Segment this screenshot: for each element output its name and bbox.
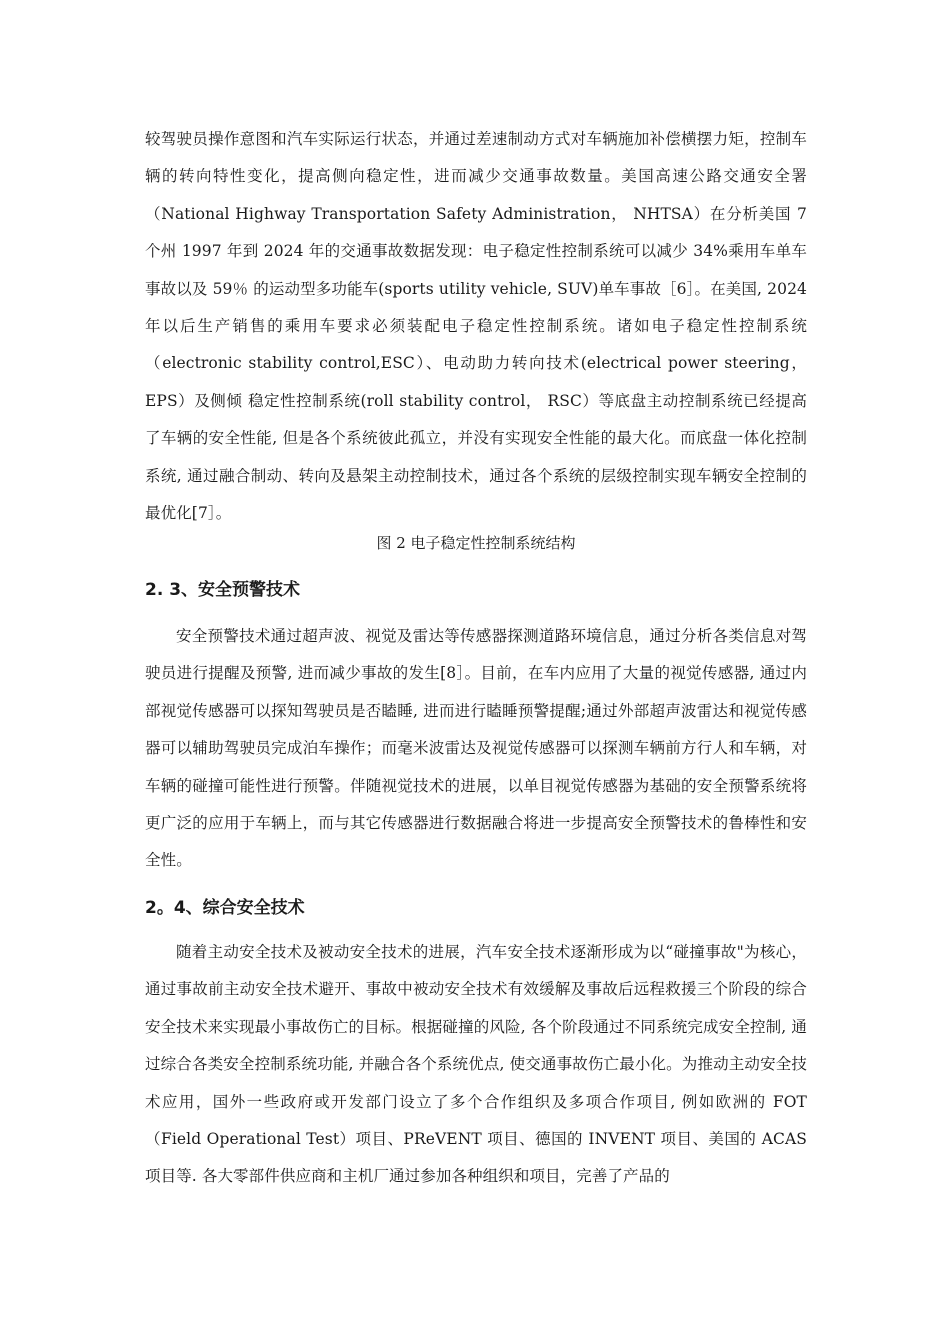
section-heading-2-4: 2。4、综合安全技术 [145, 898, 305, 918]
paragraph-esc-intro [145, 121, 807, 532]
paragraph-text: 安全预警技术通过超声波、视觉及雷达等传感器探测道路环境信息，通过分析各类信息对驾驶员进行提醒及预警, 进而减少事故的发生[8］。目前，在车内应用了大量的视觉传感器, 通过内部视觉传感器可以探知驾驶员是否瞌睡, 进而进行瞌睡预警提醒;通过外部超声波雷达和视觉传感器可以辅助驾驶员完成泊车操作；而毫米波雷达及视觉传感器可以探测车辆前方行人和车辆，对车辆的碰撞可能性进行预警。伴随视觉技术的进展，以单目视觉传感器为基础的安全预警系统将更广泛的应用于车辆上，而与其它传感器进行数据融合将进一步提高安全预警技术的鲁棒性和安全性。 [145, 627, 807, 870]
paragraph-text: 较驾驶员操作意图和汽车实际运行状态，并通过差速制动方式对车辆施加补偿横摆力矩，控制车辆的转向特性变化，提高侧向稳定性，进而减少交通事故数量。美国高速公路交通安全署 （National Highway Transportation Safety Administration， NHTSA）在分析美国 7 个州 1997 年到 2024 年的交通事故数据发现：电子稳定性控制系统可以减少 34%乘用车单车事故以及 59％ 的运动型多功能车(sports utility vehicle, SUV)单车事故［6］。在美国, 2024 年以后生产销售的乘用车要求必须装配电子稳定性控制系统。诸如电子稳定性控制系统（electronic stability control,ESC）、电动助力转向技术(electrical power steering， EPS）及侧倾 稳定性控制系统(roll stability control， RSC）等底盘主动控制系统已经提高了车辆的安全性能, 但是各个系统彼此孤立，并没有实现安全性能的最大化。而底盘一体化控制系统, 通过融合制动、转向及悬架主动控制技术，通过各个系统的层级控制实现车辆安全控制的最优化[7］。 [145, 130, 807, 523]
paragraph-safety-warning [145, 618, 807, 880]
paragraph-text: 随着主动安全技术及被动安全技术的进展，汽车安全技术逐渐形成为以“碰撞事故"为核心，通过事故前主动安全技术避开、事故中被动安全技术有效缓解及事故后远程救援三个阶段的综合安全技术来实现最小事故伤亡的目标。根据碰撞的风险, 各个阶段通过不同系统完成安全控制, 通过综合各类安全控制系统功能, 并融合各个系统优点, 使交通事故伤亡最小化。为推动主动安全技术应用，国外一些政府或开发部门设立了多个合作组织及多项合作项目, 例如欧洲的 FOT（Field Operational Test）项目、PReVENT 项目、德国的 INVENT 项目、美国的 ACAS 项目等. 各大零部件供应商和主机厂通过参加各种组织和项目，完善了产品的 [145, 943, 807, 1186]
section-heading-2-3: 2. 3、安全预警技术 [145, 580, 301, 600]
figure-caption: 图 2 电子稳定性控制系统结构 [376, 534, 576, 552]
paragraph-integrated-safety [145, 934, 807, 1196]
